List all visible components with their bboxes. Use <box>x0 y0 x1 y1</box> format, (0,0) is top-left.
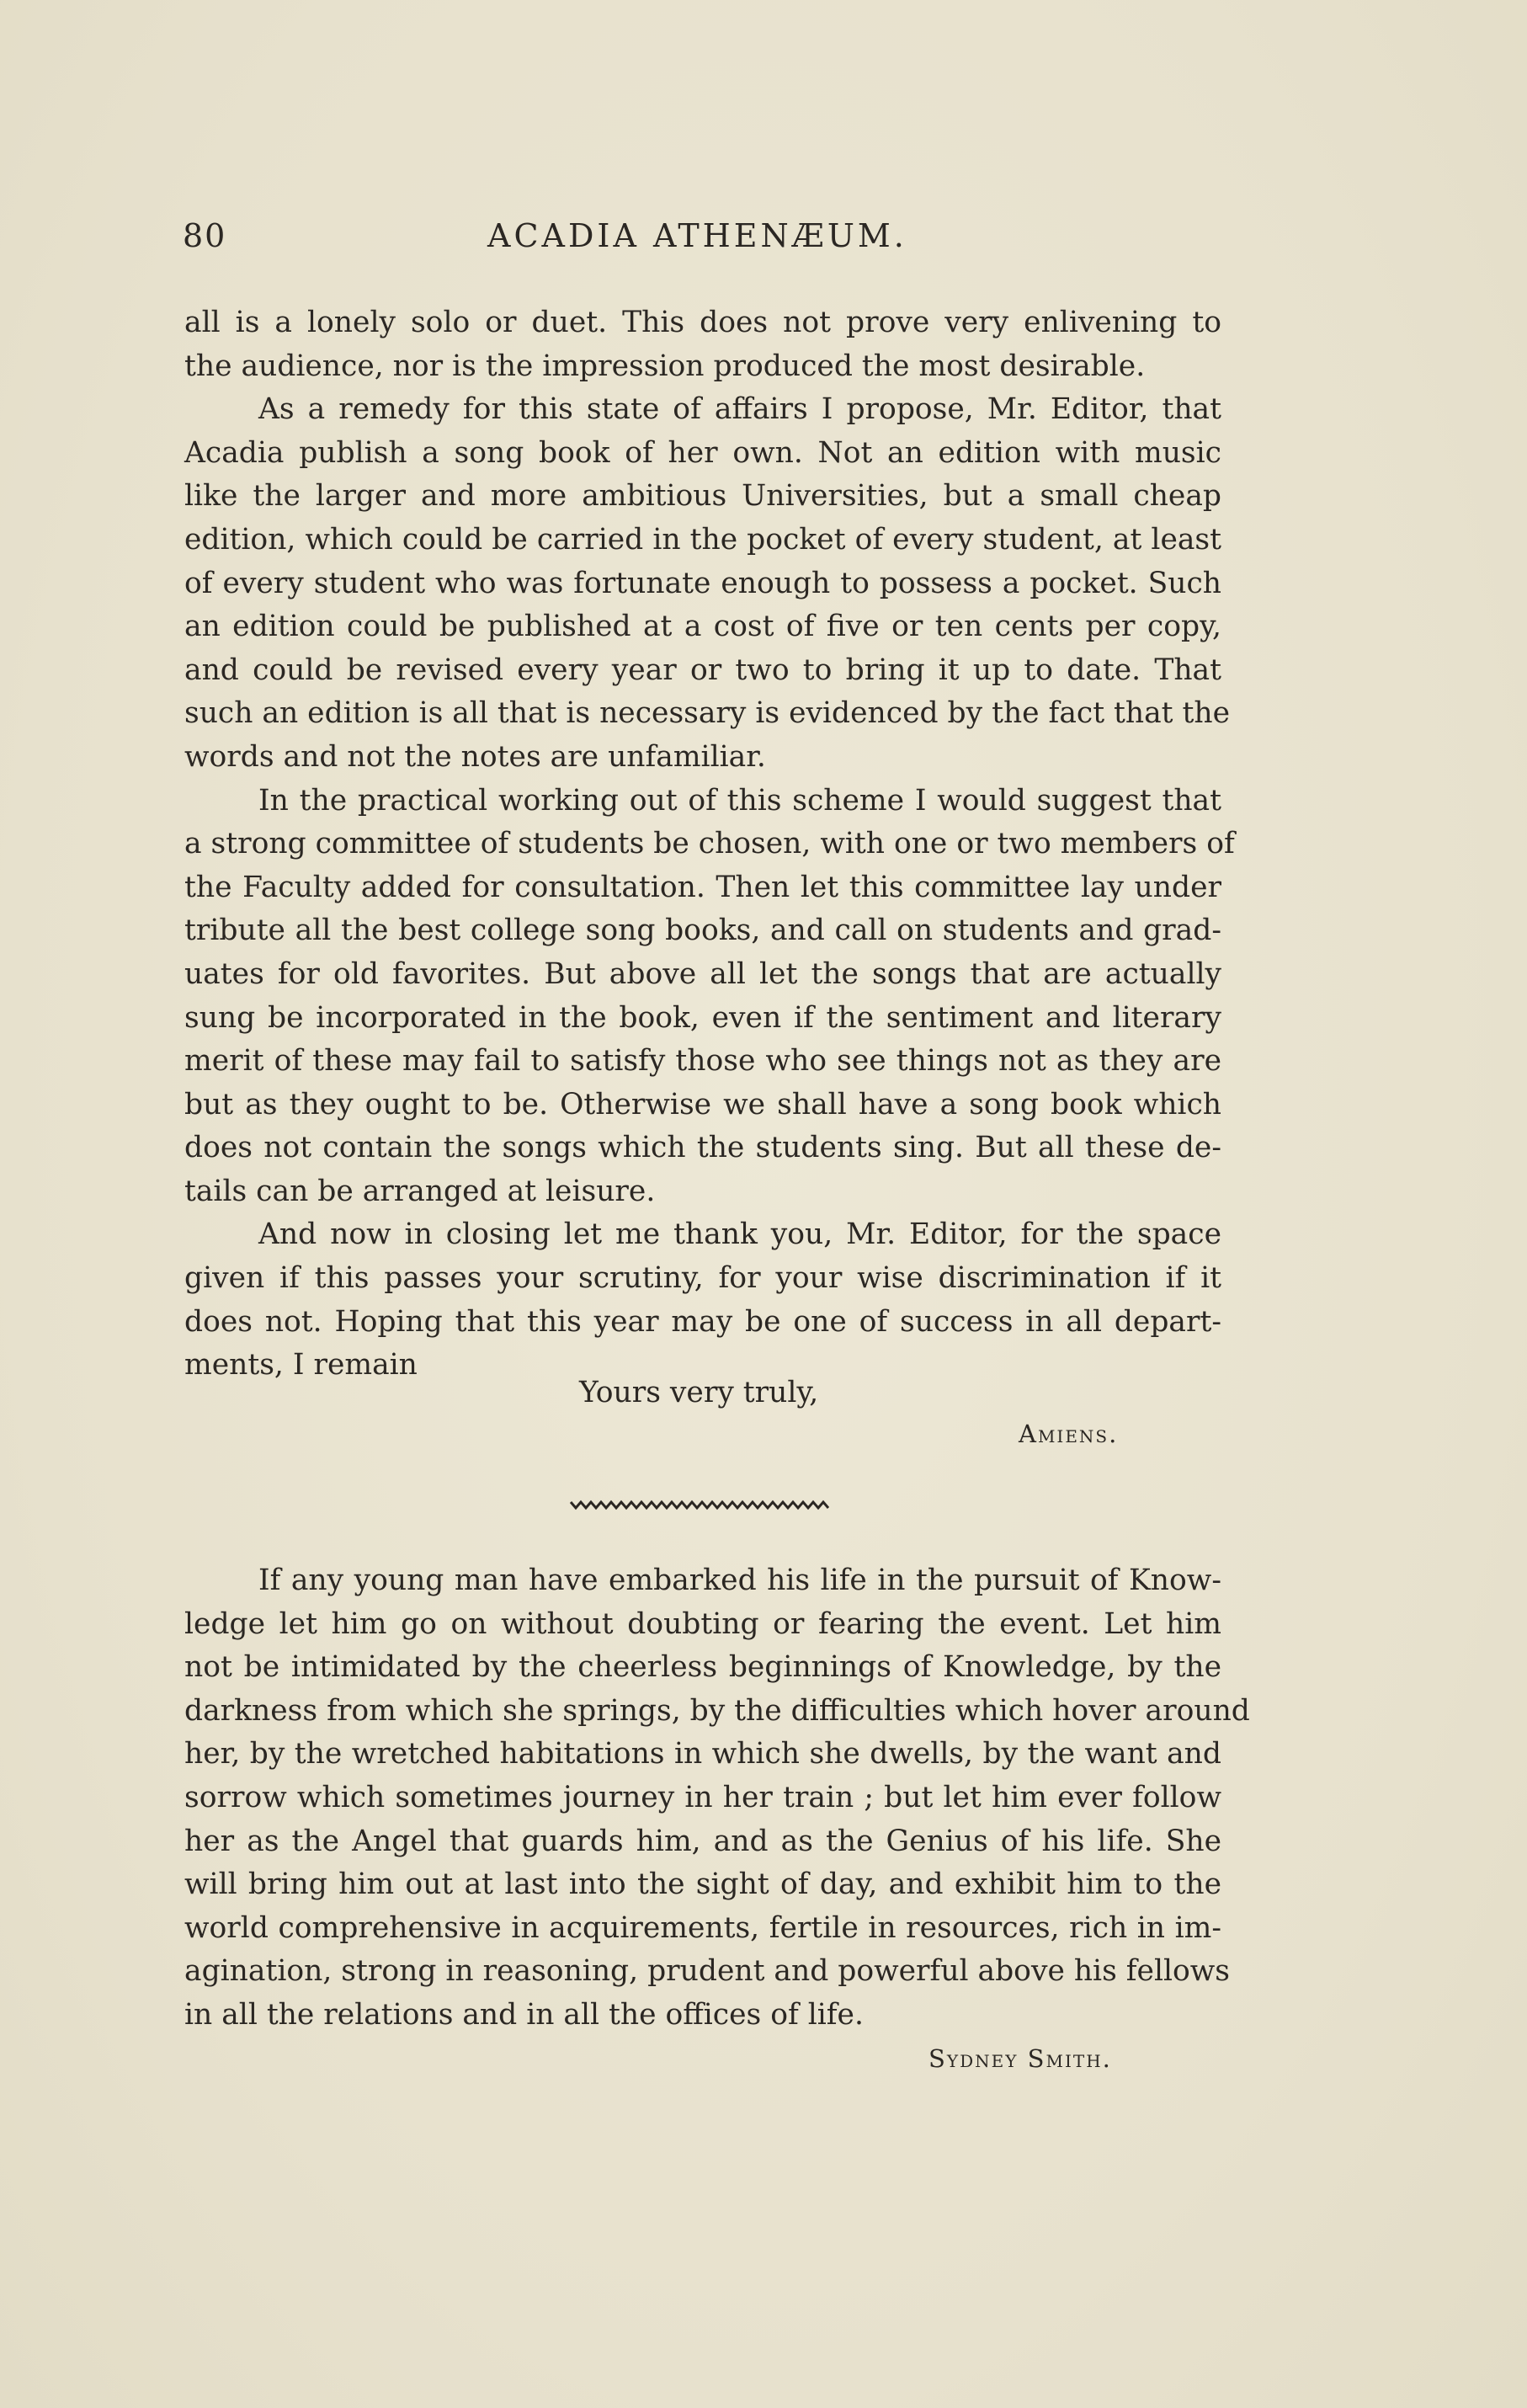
text-line: ments, I remain <box>184 1348 418 1382</box>
text-line: her, by the wretched habitations in which she dwells, by the want and <box>184 1737 1221 1771</box>
text-line: of every student who was fortunate enough to possess a pocket. Such <box>184 566 1221 600</box>
quote-body <box>184 1559 1250 2038</box>
text-line: tails can be arranged at leisure. <box>184 1174 656 1208</box>
text-line: an edition could be published at a cost of five or ten cents per copy, <box>184 610 1221 644</box>
text-line: a strong committee of students be chosen, with one or two members of <box>184 827 1235 861</box>
text-line: In the practical working out of this scheme I would suggest that <box>258 783 1221 818</box>
text-line: does not contain the songs which the students sing. But all these de- <box>184 1131 1221 1165</box>
quote-attribution: Sydney Smith. <box>928 2044 1112 2073</box>
text-line: merit of these may fail to satisfy those who see things not as they are <box>184 1044 1221 1079</box>
text-line: sorrow which sometimes journey in her train ; but let him ever follow <box>184 1780 1221 1814</box>
text-line: ledge let him go on without doubting or fearing the event. Let him <box>184 1606 1221 1641</box>
text-line: sung be incorporated in the book, even if the sentiment and literary <box>184 1000 1221 1035</box>
text-line: If any young man have embarked his life in the pursuit of Know- <box>258 1564 1221 1597</box>
text-line: given if this passes your scrutiny, for your wise discrimination if it <box>184 1261 1221 1296</box>
text-line: As a remedy for this state of affairs I propose, Mr. Editor, that <box>258 392 1221 427</box>
page-header <box>183 217 1151 259</box>
text-line: edition, which could be carried in the pocket of every student, at least <box>184 522 1221 557</box>
text-line: the audience, nor is the impression produced the most desirable. <box>184 349 1146 383</box>
text-line: tribute all the best college song books, and call on students and grad- <box>184 914 1221 948</box>
text-line: her as the Angel that guards him, and as the Genius of his life. She <box>184 1824 1221 1858</box>
text-line: but as they ought to be. Otherwise we shall have a song book which <box>184 1087 1221 1121</box>
text-line: in all the relations and in all the offices of life. <box>184 1997 864 2032</box>
text-line: uates for old favorites. But above all let the songs that are actually <box>184 956 1221 991</box>
text-line: darkness from which she springs, by the difficulties which hover around <box>184 1693 1250 1728</box>
text-line: world comprehensive in acquirements, fertile in resources, rich in im- <box>184 1910 1221 1945</box>
page-number: 80 <box>183 217 227 254</box>
letter-body <box>184 301 1235 1388</box>
text-line: words and not the notes are unfamiliar. <box>184 739 766 774</box>
text-line: such an edition is all that is necessary is evidenced by the fact that the <box>184 696 1231 731</box>
text-line: does not. Hoping that this year may be one of success in all depart- <box>184 1304 1221 1339</box>
text-line: the Faculty added for consultation. Then let this committee lay under <box>184 870 1221 904</box>
running-head: ACADIA ATHENÆUM. <box>487 217 907 254</box>
text-line: And now in closing let me thank you, Mr. Editor, for the space <box>258 1217 1221 1252</box>
text-line: like the larger and more ambitious Universities, but a small cheap <box>184 479 1221 514</box>
text-line: not be intimidated by the cheerless beginnings of Knowledge, by the <box>184 1650 1221 1685</box>
text-line: agination, strong in reasoning, prudent and powerful above his fellows <box>184 1954 1231 1989</box>
text-line: Acadia publish a song book of her own. Not an edition with music <box>184 435 1221 470</box>
text-line: and could be revised every year or two to bring it up to date. That <box>184 653 1221 687</box>
text-line: all is a lonely solo or duet. This does not prove very enlivening to <box>184 306 1221 339</box>
letter-closing: Yours very truly, <box>579 1376 819 1409</box>
text-line: will bring him out at last into the sight of day, and exhibit him to the <box>184 1867 1221 1902</box>
letter-signature: Amiens. <box>1019 1420 1119 1448</box>
ornamental-divider <box>569 1499 832 1510</box>
